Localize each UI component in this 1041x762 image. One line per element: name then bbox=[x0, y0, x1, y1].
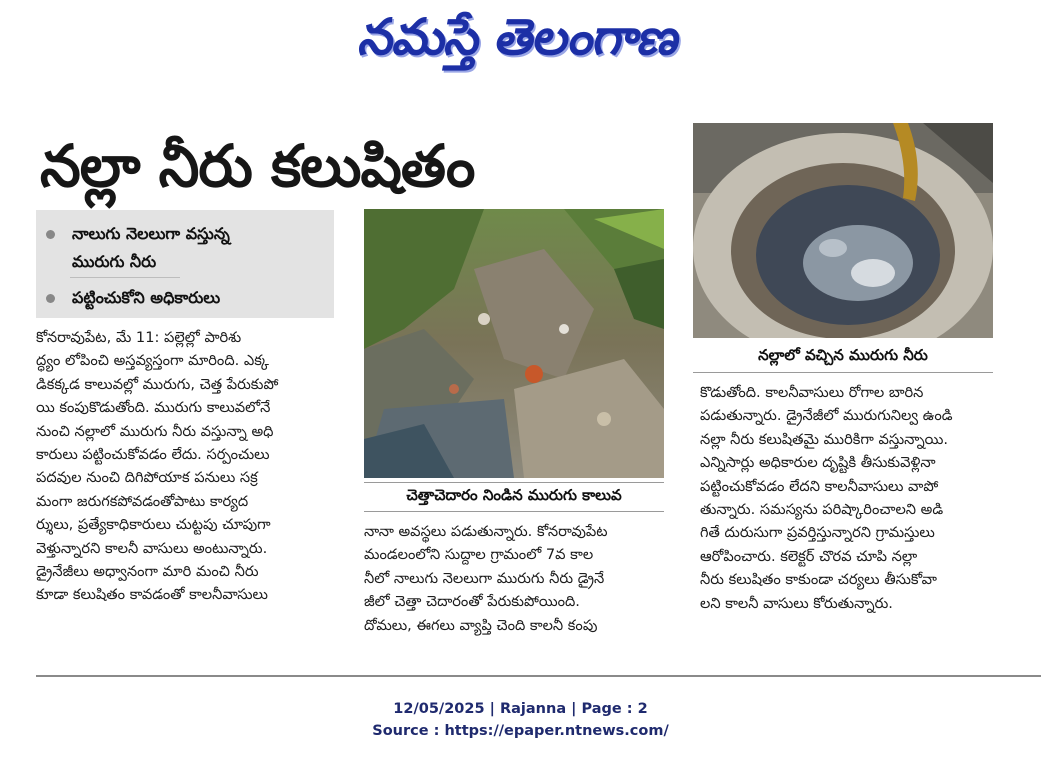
highlight-divider bbox=[70, 277, 180, 278]
article-line: కోనరావుపేట, మే 11: పల్లెల్లో పారిశు bbox=[36, 329, 242, 346]
article-line: కూడా కలుషితం కావడంతో కాలనీవాసులు bbox=[36, 586, 268, 604]
drain-photo-image bbox=[364, 209, 664, 478]
tap-water-photo-caption: నల్లాలో వచ్చిన మురుగు నీరు bbox=[758, 346, 928, 364]
footer-source: Source : https://epaper.ntnews.com/ bbox=[372, 723, 669, 739]
footer-date-edition: 12/05/2025 | Rajanna | Page : 2 bbox=[393, 701, 648, 717]
article-line: నీరు కలుషితం కాకుండా చర్యలు తీసుకోవా bbox=[700, 571, 937, 589]
drain-photo bbox=[364, 209, 664, 478]
article-line: డికక్కడ కాలువల్లో మురుగు, చెత్త పేరుకుపో bbox=[36, 375, 279, 393]
article-line: వెళ్తున్నారని కాలనీ వాసులు అంటున్నారు. bbox=[36, 539, 268, 557]
article-line: నల్లా నీరు కలుషితమై మురికిగా వస్తున్నాయి. bbox=[700, 430, 949, 448]
masthead-logo: నమస్తే తెలంగాణ bbox=[355, 8, 685, 66]
tap-water-photo bbox=[693, 123, 993, 338]
article-line: కారులు పట్టించుకోవడం లేదు. సర్పంచులు bbox=[36, 446, 270, 464]
article-column-1 bbox=[36, 326, 336, 662]
article-line: గితే దురుసుగా ప్రవర్తిస్తున్నారని గ్రామస్తులు bbox=[700, 524, 935, 542]
article-line: యి కంపుకొడుతోంది. మురుగు కాలువలోనే bbox=[36, 399, 271, 417]
article-line: జీలో చెత్తా చెదారంతో పేరుకుపోయింది. bbox=[364, 593, 580, 611]
article-line: డ్రైనేజీలు అధ్వానంగా మారి మంచి నీరు bbox=[36, 563, 259, 581]
article-line: ఎన్నిసార్లు అధికారుల దృష్టికి తీసుకువెళ్లినా bbox=[700, 454, 936, 472]
caption-rule bbox=[693, 372, 993, 373]
headline: నల్లా నీరు కలుషితం bbox=[40, 132, 475, 200]
article-column-2 bbox=[364, 520, 664, 662]
article-line: పడుతున్నారు. డ్రైనేజీలో మురుగునిల్వ ఉండి bbox=[700, 407, 953, 425]
article-line: మంగా జరుగకపోవడంతోపాటు కార్యద bbox=[36, 492, 249, 510]
highlight-item-cont: మురుగు నీరు bbox=[72, 252, 157, 271]
footer-divider bbox=[36, 675, 1041, 677]
article-line: ర్శులు, ప్రత్యేకాధికారులు చుట్టపు చూపుగా bbox=[36, 516, 271, 534]
article-line: పట్టించుకోవడం లేదని కాలనీవాసులు వాపో bbox=[700, 477, 939, 495]
caption-rule-bottom bbox=[364, 511, 664, 512]
article-line: తున్నారు. సమస్యను పరిష్కారించాలని అడి bbox=[700, 501, 944, 519]
article-line: నుంచి నల్లాలో మురుగు నీరు వస్తున్నా అధి bbox=[36, 422, 274, 440]
bullet-icon bbox=[46, 230, 55, 239]
article-line: కొడుతోంది. కాలనీవాసులు రోగాల బారిన bbox=[700, 384, 924, 401]
article-line: లని కాలనీ వాసులు కోరుతున్నారు. bbox=[700, 594, 893, 612]
highlight-item: నాలుగు నెలలుగా వస్తున్న bbox=[72, 220, 314, 248]
article-line: ద్ధ్యం లోపించి అస్తవ్యస్తంగా మారింది. ఎక్క bbox=[36, 352, 269, 370]
article-column-3 bbox=[700, 381, 994, 662]
article-line: మండలంలోని సుద్దాల గ్రామంలో 7వ కాల bbox=[364, 546, 594, 564]
article-line: దోమలు, ఈగలు వ్యాప్తి చెంది కాలనీ కంపు bbox=[364, 616, 598, 634]
article-line: ఆరోపించారు. కలెక్టర్ చొరవ చూపి నల్లా bbox=[700, 547, 918, 565]
highlight-item: పట్టించుకోని అధికారులు bbox=[72, 284, 314, 312]
bullet-icon bbox=[46, 294, 55, 303]
next-article-edge bbox=[1033, 120, 1041, 660]
tap-water-photo-image bbox=[693, 123, 993, 338]
article-line: నానా అవస్థలు పడుతున్నారు. కోనరావుపేట bbox=[364, 523, 608, 540]
drain-photo-caption: చెత్తాచెదారం నిండిన మురుగు కాలువ bbox=[406, 486, 622, 504]
article-line: నీలో నాలుగు నెలలుగా మురుగు నీరు డ్రైనే bbox=[364, 569, 605, 587]
article-line: పదవుల నుంచి దిగిపోయాక పనులు సక్ర bbox=[36, 469, 258, 487]
highlights-box bbox=[36, 210, 334, 318]
